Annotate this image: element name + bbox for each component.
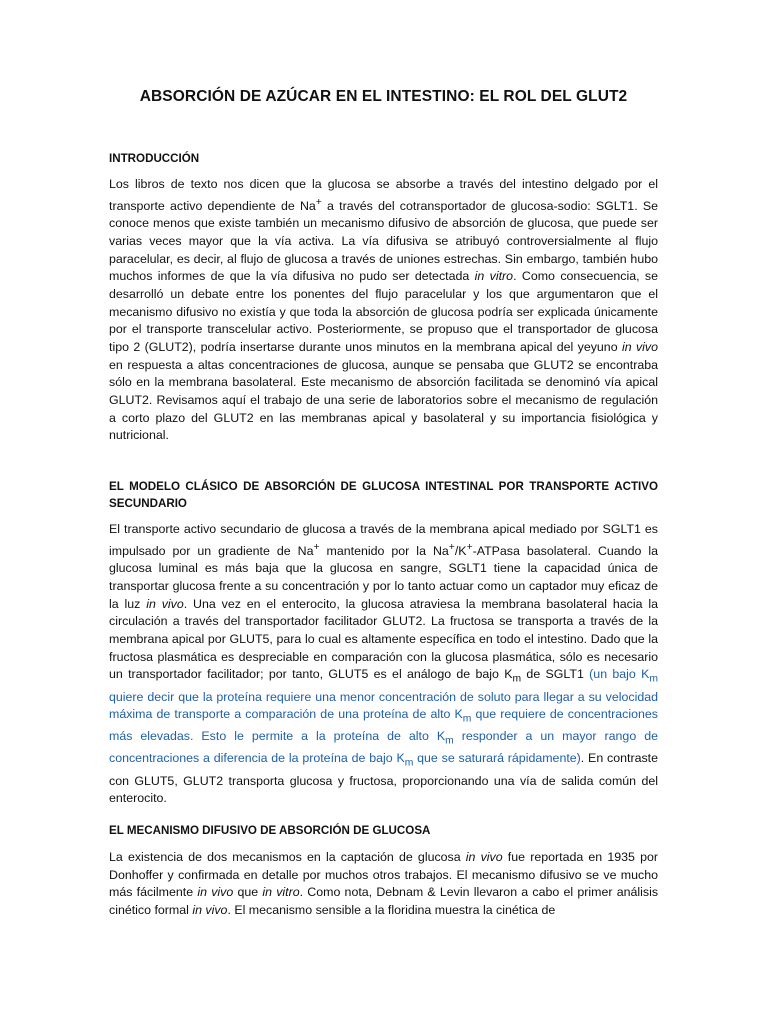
text-run: . Como consecuencia, se desarrolló un debate entre los ponentes del flujo paracelular y los que argumentaron que el mecanismo difusivo no existía y que toda la absorción de glucosa podría ser explicada únicamente por el transporte transcelular activo. Posteriormente, se propuso que el transportador de glucosa tipo 2 (GLUT2), podría insertarse durante unos minutos en la membrana apical del yeyuno <box>109 269 658 355</box>
text-run: . Como nota, Debnam & Levin llevaron a cabo el primer análisis cinético formal <box>109 885 659 917</box>
section-heading-introduccion: INTRODUCCIÓN <box>109 152 200 165</box>
italic-text: in vivo <box>192 902 228 917</box>
italic-text: in vitro <box>474 269 514 284</box>
italic-text: in vivo <box>197 885 234 900</box>
paragraph-modelo-clasico <box>109 521 658 808</box>
text-run: que se saturará rápidamente) <box>413 751 581 766</box>
text-run: . El mecanismo sensible a la floridina muestra la cinética de <box>227 902 556 917</box>
text-run: . Una vez en el enterocito, la glucosa atraviesa la membrana basolateral hacia la circulación a través del transportador facilitador GLUT2. La fructosa se transporta a través de la membrana apical por GLUT5, para lo cual es altamente específica en todo el intestino. Dado que la fructosa plasmática es despreciable en comparación con la glucosa plasmática, sólo es necesario un transportador facilitador; por tanto, GLUT5 es el análogo de bajo K <box>109 596 659 682</box>
subscript: m <box>649 673 658 685</box>
subscript: m <box>512 673 522 685</box>
text-run: . En contraste con GLUT5, GLUT2 transporta glucosa y fructosa, proporcionando una vía de salida común del enterocito. <box>109 751 658 806</box>
document-title: ABSORCIÓN DE AZÚCAR EN EL INTESTINO: EL ROL DEL GLUT2 <box>139 88 628 105</box>
text-run: /K <box>454 543 467 558</box>
text-run: Los libros de texto nos dicen que la glucosa se absorbe a través del intestino delgado por el transporte activo dependiente de Na <box>109 177 658 213</box>
superscript: + <box>313 541 320 553</box>
text-run: quiere decir que la proteína requiere una menor concentración de soluto para llegar a su velocidad máxima de transporte a comparación de una proteína de alto K <box>109 689 658 722</box>
italic-text: in vivo <box>465 850 503 864</box>
superscript: + <box>466 541 473 553</box>
paragraph-mecanismo-difusivo <box>109 849 658 920</box>
text-run: El transporte activo secundario de glucosa a través de la membrana apical mediado por SGLT1 es impulsado por un gradiente de Na <box>109 522 658 558</box>
section-heading-mecanismo-difusivo: EL MECANISMO DIFUSIVO DE ABSORCIÓN DE GLUCOSA <box>109 824 431 837</box>
text-run: en respuesta a altas concentraciones de glucosa, aunque se pensaba que GLUT2 se encontraba sólo en la membrana basolateral. Este mecanismo de absorción facilitada se denominó vía apical GLUT2. Revisamos aquí el trabajo de una serie de laboratorios sobre el mecanismo de regulación a corto plazo del GLUT2 en las membranas apical y basolateral y su importancia fisiológica y nutricional. <box>109 357 658 443</box>
superscript: + <box>315 196 322 208</box>
text-run: La existencia de dos mecanismos en la captación de glucosa <box>109 850 466 864</box>
paragraph-introduccion <box>109 176 658 445</box>
text-run: mantenido por la Na <box>319 543 449 558</box>
subscript: m <box>404 757 414 769</box>
text-run: -ATPasa basolateral. Cuando la glucosa luminal es más baja que la glucosa en sangre, SGLT1 tiene la capacidad única de transportar glucosa frente a su concentración y por lo tanto actuar como un captador muy eficaz de la luz <box>109 543 659 611</box>
subscript: m <box>462 713 472 725</box>
italic-text: in vitro <box>262 885 300 900</box>
text-run: a través del cotransportador de glucosa-sodio: SGLT1. Se conoce menos que existe también un mecanismo difusivo de absorción de glucosa, que puede ser varias veces mayor que la vía activa. La vía difusiva se atribuyó controversialmente al flujo paracelular, es decir, al flujo de glucosa a través de uniones estrechas. Sin embargo, también hubo muchos informes de que la vía difusiva no pudo ser detectada <box>109 198 658 284</box>
text-run: que <box>233 885 263 900</box>
blue-explanation <box>109 667 658 769</box>
text-run: que requiere de concentraciones más elevadas. Esto le permite a la proteína de alto K <box>109 707 658 744</box>
section-heading-modelo-clasico: EL MODELO CLÁSICO DE ABSORCIÓN DE GLUCOSA INTESTINAL POR TRANSPORTE ACTIVO SECUNDARIO <box>109 480 658 510</box>
italic-text: in vivo <box>146 596 184 611</box>
subscript: m <box>445 735 454 747</box>
text-run: responder a un mayor rango de concentraciones a diferencia de la proteína de bajo K <box>109 729 658 766</box>
text-run: fue reportada en 1935 por Donhoffer y confirmada en detalle por muchos otros trabajos. El mecanismo difusivo se ve mucho más fácilmente <box>109 850 658 900</box>
text-run: (un bajo K <box>589 667 650 682</box>
italic-text: in vivo <box>621 340 658 355</box>
superscript: + <box>448 541 455 553</box>
text-run: de SGLT1 <box>521 667 590 682</box>
